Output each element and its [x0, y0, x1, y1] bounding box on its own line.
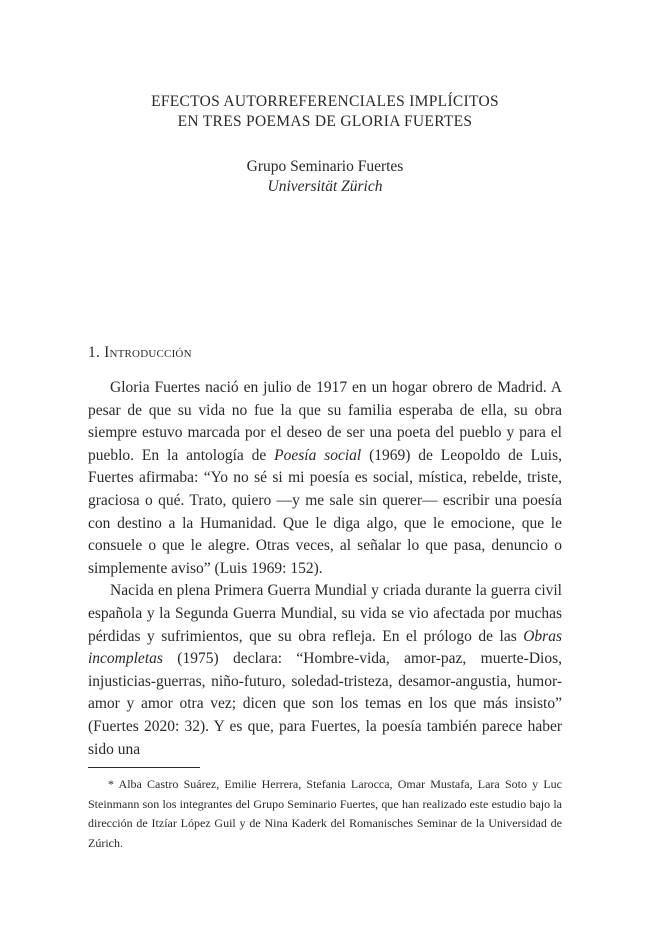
author-group: Grupo Seminario Fuertes — [246, 158, 404, 175]
paragraph-1-italic-title: Poesía social — [274, 446, 362, 464]
paragraph-2 — [88, 580, 562, 761]
title-line-1: EFECTOS AUTORREFERENCIALES IMPLÍCITOS — [151, 93, 499, 110]
paper-title — [0, 92, 650, 132]
section-heading: 1. Introducción — [88, 344, 192, 361]
paragraph-2-italic-title: Obras incompletas — [88, 627, 562, 668]
author-block — [0, 157, 650, 197]
footnote: * Alba Castro Suárez, Emilie Herrera, Stefania Larocca, Omar Mustafa, Lara Soto y Luc Steinmann son los integrantes del Grupo Seminario Fuertes, que han realizado este estudio bajo la dirección de Itzíar López Guil y de Nina Kaderk del Romanisches Seminar de la Universidad de Zúrich. — [88, 777, 562, 850]
paragraph-2-text-b: (1975) declara: “Hombre-vida, amor-paz, muerte-Dios, injusticias-guerras, niño-futuro, soledad-tristeza, desamor-angustia, humor-amor y amor otra vez; dicen que son los temas en los que más insisto” (Fuertes 2020: 32). Y es que, para Fuertes, la poesía también parece haber sido una — [88, 650, 562, 758]
body-text — [88, 377, 562, 761]
author-affiliation: Universität Zürich — [267, 178, 383, 195]
paragraph-2-text-a: Nacida en plena Primera Guerra Mundial y criada durante la guerra civil española y la Segunda Guerra Mundial, su vida se vio afectada por muchas pérdidas y sufrimientos, que su obra refleja. En el prólogo de las — [88, 582, 562, 645]
paragraph-1-text-b: (1969) de Leopoldo de Luis, Fuertes afirmaba: “Yo no sé si mi poesía es social, mística, rebelde, triste, graciosa o qué. Trato, quiero —y me sale sin querer— escribir una poesía con destino a la Humanidad. Que le diga algo, que le emocione, que le consuele o que le alegre. Otras veces, al señalar lo que pasa, denuncio o simplemente aviso” (Luis 1969: 152). — [88, 446, 563, 577]
paragraph-1-text-a: Gloria Fuertes nació en julio de 1917 en un hogar obrero de Madrid. A pesar de que su vida no fue la que su familia esperaba de ella, su obra siempre estuvo marcada por el deseo de ser una poeta del pueblo y para el pueblo. En la antología de — [88, 379, 562, 464]
paragraph-1 — [88, 377, 562, 580]
footnote-separator — [88, 767, 200, 768]
title-line-2: EN TRES POEMAS DE GLORIA FUERTES — [177, 113, 473, 130]
